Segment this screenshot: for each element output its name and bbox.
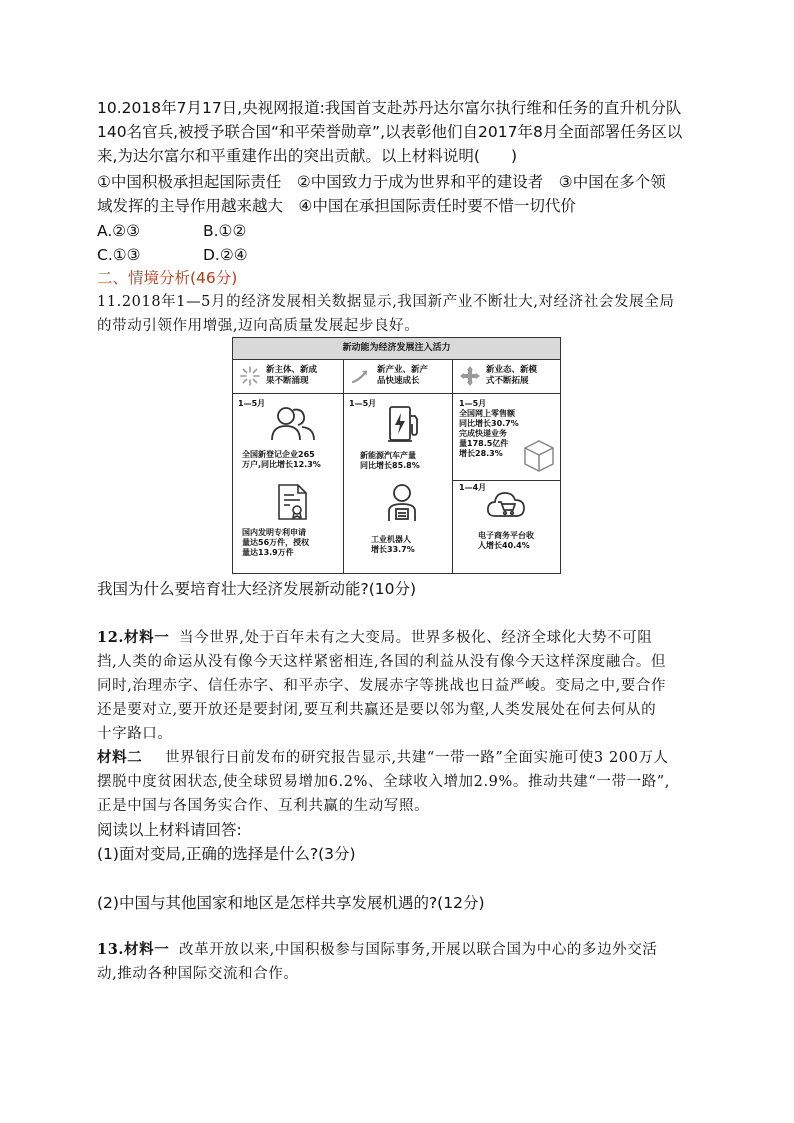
q12-material-2-line-1: 材料二 世界银行日前发布的研究报告显示,共建“一带一路”全面实施可使3 200万人 [97, 746, 669, 770]
q10-option-d[interactable]: D.②④ [203, 246, 248, 264]
q12-material-1-line-5: 十字路口。 [97, 726, 173, 742]
q12-material-2-line-3: 正是中国与各国务实合作、互利共赢的生动写照。 [97, 798, 430, 814]
q12-material-2-label: 材料二 [97, 749, 143, 766]
q11-line-2: 的带动引领作用增强,迈向高质量发展起步良好。 [97, 318, 420, 334]
infographic [232, 337, 561, 574]
q12-material-1-line-3: 同时,治理赤字、信任赤字、和平赤字、发展赤字等挑战也日益严峻。变局之中,要合作 [97, 678, 667, 694]
q13-material-1-line-2: 动,推动各种国际交流和合作。 [97, 966, 299, 982]
q10-option-a[interactable]: A.②③ [97, 222, 141, 240]
q12-sub-question-2: (2)中国与其他国家和地区是怎样共享发展机遇的?(12分) [97, 894, 485, 912]
col2-stat1: 新能源汽车产量 同比增长85.8% [360, 451, 420, 470]
q11-line-1: 11.2018年1—5月的经济发展相关数据显示,我国新产业不断壮大,对经济社会发展全局 [97, 294, 675, 310]
rising-arrow-icon [350, 365, 372, 387]
category-new-industries [344, 360, 452, 393]
q11-question: 我国为什么要培育壮大经济发展新动能?(10分) [97, 580, 417, 598]
charging-station-icon [387, 404, 421, 444]
q13-material-1-label: 13.材料一 [97, 941, 170, 958]
col3-stat1: 1—5月 全国网上零售额 同比增长30.7% 完成快递业务 量178.5亿件 增长28.3% [459, 399, 519, 458]
package-box-icon [523, 439, 555, 473]
q12-material-1-label: 12.材料一 [97, 629, 170, 646]
q12-material-1-line-1: 12.材料一 当今世界,处于百年未有之大变局。世界多极化、经济全球化大势不可阻 [97, 626, 652, 650]
col2-period: 1—5月 [349, 399, 377, 408]
col1-period: 1—5月 [238, 399, 266, 408]
q10-option-c[interactable]: C.①③ [97, 246, 141, 264]
q10-options-row-2 [97, 243, 248, 267]
col3-period2: 1—4月 [459, 483, 487, 492]
sparkle-icon [239, 365, 261, 387]
patent-document-icon [276, 483, 310, 521]
category-row [233, 360, 560, 394]
category-label-2: 新产业、新产 品快速成长 [377, 365, 429, 386]
q10-options-row-1 [97, 219, 246, 243]
category-label-3: 新业态、新模 式不断拓展 [486, 365, 538, 386]
q10-line-3: 来,为达尔富尔和平重建作出的突出贡献。以上材料说明( ) [97, 147, 518, 165]
category-new-entities [233, 360, 343, 393]
cloud-cart-icon [486, 488, 526, 520]
robot-worker-icon [385, 483, 419, 523]
people-icon [269, 406, 317, 442]
q12-material-2-line-2: 摆脱中度贫困状态,使全球贸易增加6.2%、全球收入增加2.9%。推动共建“一带一路”, [97, 774, 671, 790]
col2-stat2: 工业机器人 增长33.7% [371, 535, 415, 554]
col3-stat2: 电子商务平台收 人增长40.4% [478, 531, 534, 550]
column-divider [343, 360, 344, 573]
col1-stat2: 国内发明专利申请 量达56万件，授权 量达13.9万件 [242, 528, 310, 557]
col3-divider [453, 480, 560, 481]
infographic-title: 新动能为经济发展注入活力 [233, 338, 560, 360]
section-heading: 二、情境分析(46分) [97, 269, 238, 287]
q10-line-5: 域发挥的主导作用越来越大 ④中国在承担国际责任时要不惜一切代价 [97, 197, 576, 215]
q10-line-2: 140名官兵,被授予联合国“和平荣誉勋章”,以表彰他们自2017年8月全面部署任务区以 [97, 123, 683, 141]
q12-sub-question-1: (1)面对变局,正确的选择是什么?(3分) [97, 845, 356, 863]
column-divider [452, 360, 453, 573]
q12-prompt: 阅读以上材料请回答: [97, 821, 242, 839]
col1-stat1: 全国新登记企业265 万户,同比增长12.3% [242, 450, 321, 469]
category-label-1: 新主体、新成 果不断涌现 [266, 365, 318, 386]
q10-option-b[interactable]: B.①② [203, 222, 247, 240]
q10-line-1: 10.2018年7月17日,央视网报道:我国首支赴苏丹达尔富尔执行维和任务的直升机分队 [97, 99, 682, 117]
category-new-models [453, 360, 560, 393]
q10-line-4: ①中国积极承担起国际责任 ②中国致力于成为世界和平的建设者 ③中国在多个领 [97, 173, 666, 191]
q12-material-1-line-2: 挡,人类的命运从没有像今天这样紧密相连,各国的利益从没有像今天这样深度融合。但 [97, 654, 667, 670]
arrows-expand-icon [459, 365, 481, 387]
q13-material-1-line-1: 13.材料一 改革开放以来,中国积极参与国际事务,开展以联合国为中心的多边外交活 [97, 938, 658, 962]
q12-material-1-line-4: 还是要对立,要开放还是要封闭,要互利共赢还是要以邻为壑,人类发展处在何去何从的 [97, 702, 657, 718]
